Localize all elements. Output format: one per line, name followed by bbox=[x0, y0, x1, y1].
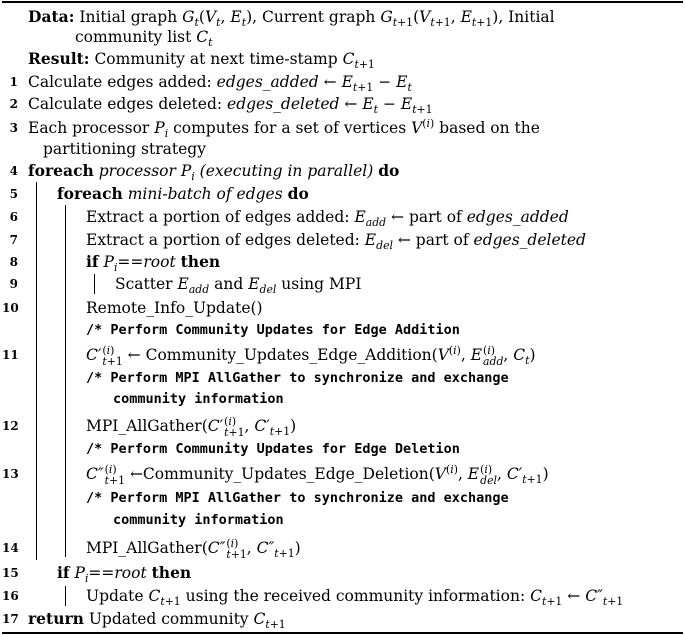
line-text: return Updated community $C_{t+1}$ bbox=[28, 609, 286, 632]
top-rule bbox=[2, 1, 683, 3]
data-text-2: community list $C_t$ bbox=[75, 28, 213, 50]
line-number: 13 bbox=[2, 467, 19, 481]
line-text: foreach processor $P_i$ (executing in parallel) do bbox=[28, 161, 400, 184]
line-number: 17 bbox=[2, 612, 19, 626]
line-text: Extract a portion of edges added: $E_{add}$ ← part of edges_added bbox=[86, 208, 569, 230]
line-text: Remote_Info_Update() bbox=[86, 299, 263, 317]
line-text: C′ (i) t+1 ← $Community\_Updates\_Edge\_Addition(V^{(i)}$, E (i) add , $C_t$) bbox=[86, 343, 536, 368]
comment-text: community information bbox=[113, 391, 284, 407]
line-text: MPI_AllGather(C′ (i) t+1 , $C'_{t+1}$) bbox=[86, 414, 297, 439]
line-text: C″ (i) t+1 $\leftarrow Community\_Updates\_Edge\_Deletion(V^{(i)}$, E (i) del , $C'_{t+1}$) bbox=[86, 462, 549, 487]
line-text: Update $C_{t+1}$ using the received community information: $C_{t+1}$ ← $C''_{t+1}$ bbox=[86, 587, 624, 609]
comment-text: /* Perform Community Updates for Edge Deletion bbox=[86, 441, 460, 457]
line-number: 2 bbox=[9, 97, 18, 111]
line-text: if $P_i==root$ then bbox=[57, 563, 192, 586]
line-number: 14 bbox=[2, 541, 19, 555]
indent-bar-foreach-processor bbox=[36, 182, 37, 560]
line-number: 10 bbox=[2, 301, 19, 315]
indent-bar-if-root-2 bbox=[65, 586, 66, 606]
indent-bar-if-root-1 bbox=[94, 274, 95, 294]
line-text: Calculate edges deleted: edges_deleted ← $E_t - E_{t+1}$ bbox=[28, 95, 433, 117]
line-number: 4 bbox=[9, 164, 18, 178]
line-number: 3 bbox=[9, 121, 18, 135]
line-number: 8 bbox=[9, 255, 18, 269]
line-number: 7 bbox=[9, 233, 18, 247]
line-text: Each processor $P_i$ computes for a set of vertices $V^{(i)}$ based on the bbox=[28, 116, 540, 141]
data-text: Data: Initial graph $G_t(V_t$, $E_t$), Current graph $G_{t+1}(V_{t+1}$, $E_{t+1}$), Initial bbox=[28, 7, 555, 30]
line-text: Extract a portion of edges deleted: $E_{del}$ ← part of edges_deleted bbox=[86, 231, 586, 253]
line-text: Calculate edges added: edges_added ← $E_{t+1} - E_t$ bbox=[28, 73, 412, 95]
line-text: MPI_AllGather(C″ (i) t+1 , $C''_{t+1}$) bbox=[86, 536, 301, 561]
result-text: Result: Community at next time-stamp $C_{t+1}$ bbox=[28, 49, 375, 72]
line-number: 5 bbox=[9, 187, 18, 201]
indent-bar-foreach-batch bbox=[65, 205, 66, 557]
line-number: 9 bbox=[9, 277, 18, 291]
line-text: Scatter $E_{add}$ and $E_{del}$ using MPI bbox=[115, 275, 362, 297]
line-number: 15 bbox=[2, 566, 19, 580]
line-number: 11 bbox=[2, 348, 19, 362]
bottom-rule bbox=[2, 632, 683, 634]
line-number: 12 bbox=[2, 419, 19, 433]
line-number: 16 bbox=[2, 589, 19, 603]
line-text: foreach mini-batch of edges do bbox=[57, 184, 309, 203]
line-number: 6 bbox=[9, 210, 18, 224]
comment-text: /* Perform Community Updates for Edge Addition bbox=[86, 322, 460, 338]
comment-text: community information bbox=[113, 512, 284, 528]
comment-text: /* Perform MPI AllGather to synchronize and exchange bbox=[86, 370, 509, 386]
line-number: 1 bbox=[9, 75, 18, 89]
line-text: if $P_i==root$ then bbox=[86, 252, 221, 275]
line-text: partitioning strategy bbox=[43, 140, 206, 158]
comment-text: /* Perform MPI AllGather to synchronize and exchange bbox=[86, 490, 509, 506]
